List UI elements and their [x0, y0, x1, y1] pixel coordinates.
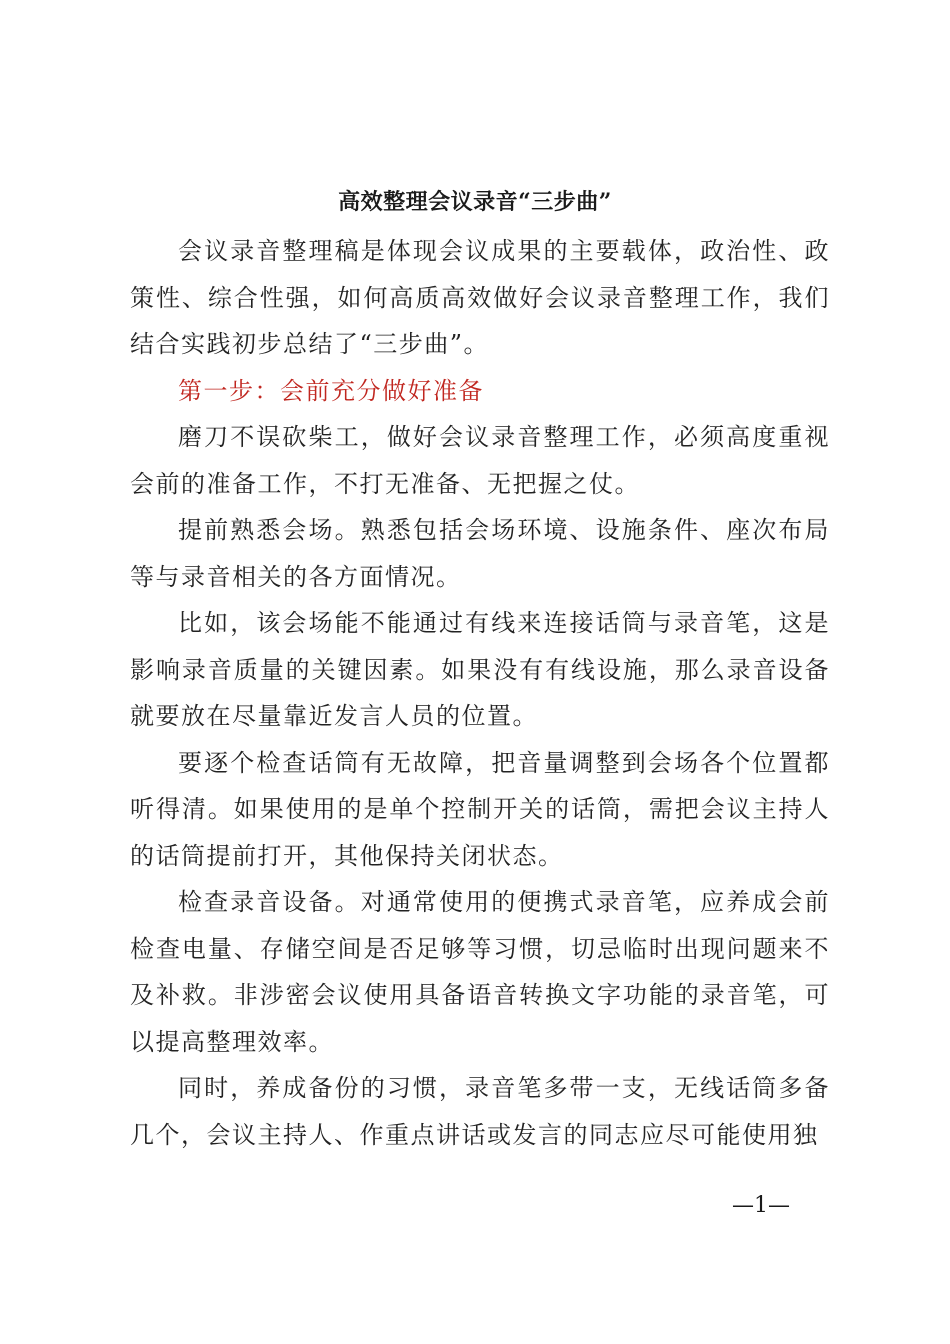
paragraph: 提前熟悉会场。熟悉包括会场环境、设施条件、座次布局等与录音相关的各方面情况。: [130, 516, 830, 591]
paragraph-intro: 会议录音整理稿是体现会议成果的主要载体，政治性、政策性、综合性强，如何高质高效做好会议录音整理工作，我们结合实践初步总结了“三步曲”。: [130, 237, 830, 358]
paragraph: 同时，养成备份的习惯，录音笔多带一支，无线话筒多备几个，会议主持人、作重点讲话或发言的同志应尽可能使用独: [130, 1074, 830, 1149]
paragraph: 磨刀不误砍柴工，做好会议录音整理工作，必须高度重视会前的准备工作，不打无准备、无把握之仗。: [130, 423, 830, 498]
document-title: 高效整理会议录音“三步曲”: [338, 189, 612, 215]
paragraph: 检查录音设备。对通常使用的便携式录音笔，应养成会前检查电量、存储空间是否足够等习惯，切忌临时出现问题来不及补救。非涉密会议使用具备语音转换文字功能的录音笔，可以提高整理效率。: [130, 888, 830, 1056]
paragraph: 比如，该会场能不能通过有线来连接话筒与录音笔，这是影响录音质量的关键因素。如果没有有线设施，那么录音设备就要放在尽量靠近发言人员的位置。: [130, 609, 830, 730]
page-number: —1—: [732, 1193, 790, 1218]
section-heading-step-one: 第一步：会前充分做好准备: [178, 376, 484, 405]
paragraph: 要逐个检查话筒有无故障，把音量调整到会场各个位置都听得清。如果使用的是单个控制开关的话筒，需把会议主持人的话筒提前打开，其他保持关闭状态。: [130, 748, 830, 870]
document-body: [130, 228, 830, 1158]
